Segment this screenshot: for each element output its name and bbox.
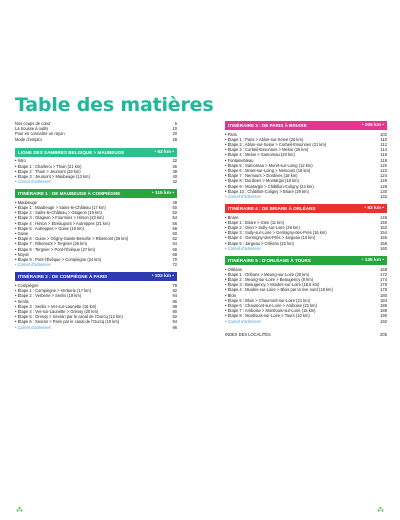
toc-entry-page: 174 <box>380 276 387 282</box>
toc-entry-page: 84 <box>172 293 177 299</box>
page-title: Table des matières <box>15 94 214 116</box>
right-sections <box>225 121 387 324</box>
corner-ornament-right-icon: ⁂ <box>377 507 384 514</box>
toc-entry-label: • Carnet d’adresses <box>15 324 51 330</box>
toc-entry-page: 60 <box>172 231 177 237</box>
toc-entry-page: 52 <box>172 210 177 216</box>
toc-entry-page: 94 <box>172 319 177 325</box>
section-heading: ITINÉRAIRE 1 : DE MAUBEUGE À COMPIÈGNE <box>18 191 121 197</box>
section-heading-band[interactable] <box>225 204 387 213</box>
section-heading-band[interactable] <box>225 121 387 130</box>
corner-ornament-left-icon: ⁂ <box>16 507 23 514</box>
toc-entry-page: 102 <box>380 131 387 137</box>
toc-entry-label: • Carnet d’adresses <box>225 193 261 199</box>
toc-entry-page: 154 <box>380 230 387 236</box>
section-heading: ITINÉRAIRE 4 : DE BRIARE À ORLÉANS <box>228 206 316 212</box>
toc-entry-page: 114 <box>380 147 387 153</box>
toc-entry-label: • Noyon <box>15 251 30 257</box>
toc-entry-label: • Étape 8 : Tergnier > Pont-l’Évêque (27 km) <box>15 246 95 252</box>
toc-entry-carnet[interactable] <box>15 325 177 330</box>
toc-entry-page: 66 <box>172 246 177 252</box>
section-distance: • 93 km • <box>364 206 384 212</box>
toc-entry-page: 168 <box>380 266 387 272</box>
toc-entry-page: 172 <box>380 271 387 277</box>
toc-entry-page: 132 <box>380 193 387 199</box>
toc-entry-label: • Étape 5 : Autreppes > Guise (19 km) <box>15 225 84 231</box>
toc-entry-label: • Blois <box>225 292 237 298</box>
section-heading: ITINÉRAIRE 5 : D’ORLÉANS À TOURS <box>228 257 311 263</box>
toc-entry-page: 28 <box>172 136 177 142</box>
toc-entry-page: 116 <box>380 152 387 158</box>
toc-entry-label: • Étape 3 : Sully-sur-Loire > Germigny-des-Prés (16 km) <box>225 230 327 236</box>
toc-entry-label: • Étape 1 : Briare > Gien (11 km) <box>225 219 285 225</box>
toc-entry-carnet[interactable] <box>225 246 387 251</box>
toc-entry-page: 176 <box>380 282 387 288</box>
section-heading: ITINÉRAIRE 2 : DE COMPIÈGNE À PARIS <box>18 274 108 280</box>
toc-entry-page: 128 <box>380 183 387 189</box>
toc-entry-label: • Étape 1 : Compiègne > Verberie (17 km) <box>15 288 91 294</box>
toc-entry-label: • Carnet d’adresses <box>225 318 261 324</box>
toc-entry-label: • Étape 3 : Jeumont > Maubeuge (13 km) <box>15 173 90 179</box>
section-distance: • 103 km • <box>151 274 174 280</box>
toc-entry-label: • Briare <box>225 214 239 220</box>
toc-entry-label: • Guise <box>15 231 29 237</box>
toc-entry-page: 180 <box>380 292 387 298</box>
toc-entry-page: 54 <box>172 215 177 221</box>
toc-entry-carnet[interactable] <box>15 262 177 267</box>
toc-entry-label: • Senlis <box>15 298 29 304</box>
toc-section <box>15 272 177 329</box>
toc-entry-label: • Étape 1 : Charleroi > Thuin (21 km) <box>15 163 82 169</box>
toc-section <box>225 121 387 199</box>
toc-entry-page: 72 <box>172 262 177 268</box>
section-heading-band[interactable] <box>15 189 177 198</box>
toc-entry-page: 152 <box>380 225 387 231</box>
toc-entry-label: • Étape 7 : Nemours > Dordives (18 km) <box>225 173 298 179</box>
toc-entry-page: 64 <box>172 241 177 247</box>
toc-entry-label: • Compiègne <box>15 282 39 288</box>
index-label: INDEX DES LOCALITÉS <box>225 331 271 337</box>
left-column <box>15 121 177 335</box>
section-heading-band[interactable] <box>15 148 177 157</box>
toc-entry-page: 48 <box>172 199 177 205</box>
intro-list <box>15 121 177 142</box>
toc-entry-label: • Étape 5 : Samoreau > Moret-sur-Loing (12 km) <box>225 162 313 168</box>
toc-entry-page: 124 <box>380 173 387 179</box>
toc-entry-page: 146 <box>380 214 387 220</box>
toc-entry-carnet[interactable] <box>225 194 387 199</box>
toc-entry-label: • Étape 3 : Corbeil-Essonnes > Melun (26 km) <box>225 147 309 153</box>
section-distance: • 115 km • <box>151 191 174 197</box>
toc-entry-label: • Carnet d’adresses <box>15 179 51 185</box>
toc-entry-page: 122 <box>380 167 387 173</box>
toc-entry-label: • Étape 2 : Sains-le-Château > Glageon (19 km) <box>15 210 102 216</box>
toc-entry-label: • Étape 4 : Germigny-des-Prés > Jargeau (10 km) <box>225 235 316 241</box>
toc-section <box>15 148 177 185</box>
toc-entry-page: 5 <box>174 121 177 126</box>
toc-entry-page: 70 <box>172 257 177 263</box>
right-column <box>225 121 387 337</box>
toc-entry-page: 50 <box>172 205 177 211</box>
toc-section <box>225 256 387 324</box>
toc-entry-label: • Étape 6 : Chaumont-sur-Loire > Amboise (22 km) <box>225 302 317 308</box>
toc-entry-page: 62 <box>172 236 177 242</box>
toc-entry-label: • Étape 3 : Senlis > Ver-sur-Launette (16 km) <box>15 303 97 309</box>
toc-entry-page: 120 <box>380 162 387 168</box>
toc-entry-page: 58 <box>172 225 177 231</box>
toc-entry-page: 42 <box>172 179 177 185</box>
toc-entry-label: • Étape 1 : Maubeuge > Sains-le-Château (17 km) <box>15 205 106 211</box>
toc-entry-label: • Étape 8 : Montlouis-sur-Loire > Tours (10 km) <box>225 313 310 319</box>
toc-entry-label: • Étape 1 : Paris > Ablon-sur-Seine (20 km) <box>225 136 304 142</box>
toc-entry-label: • Intro <box>15 158 26 164</box>
toc-entry-label: • Étape 2 : Ablon-sur-Seine > Corbeil-Essonnes (21 km) <box>225 141 327 147</box>
toc-entry-page: 150 <box>380 219 387 225</box>
toc-entry-label: • Étape 9 : Pont-l’Évêque > Compiègne (24 km) <box>15 257 102 263</box>
toc-entry-page: 186 <box>380 302 387 308</box>
toc-entry-label: • Étape 5 : Jargeau > Orléans (22 km) <box>225 240 294 246</box>
toc-entry-label: • Étape 3 : Glageon > Fourmies > Hirson (22 km) <box>15 215 104 221</box>
toc-entry-label: • Étape 4 : Melun > Samoreau (20 km) <box>225 152 295 158</box>
toc-entry-page: 118 <box>380 157 387 163</box>
toc-entry-label: • Étape 1 : Orléans > Meung-sur-Loire (20 km) <box>225 271 310 277</box>
toc-entry-page: 88 <box>172 303 177 309</box>
section-heading: LIGNE DES SAMBRES BELGIQUE > MAUBEUGE <box>18 149 125 155</box>
toc-entry-label: • Étape 8 : Dordives > Montargis (18 km) <box>225 178 299 184</box>
toc-entry-label: • Étape 2 : Thuin > Jeumont (19 km) <box>15 168 81 174</box>
toc-entry-label: • Étape 2 : Gien > Sully-sur-Loire (29 km) <box>225 225 300 231</box>
toc-entry-page: 160 <box>380 245 387 251</box>
toc-entry-label: • Carnet d’adresses <box>225 245 261 251</box>
toc-entry-page: 40 <box>172 173 177 179</box>
toc-entry-label: Nos coups de cœur <box>15 121 51 126</box>
toc-entry-page: 36 <box>172 163 177 169</box>
section-heading-band[interactable] <box>15 272 177 281</box>
section-heading-band[interactable] <box>225 256 387 265</box>
toc-entry-page: 130 <box>380 188 387 194</box>
toc-entry-label: • Orléans <box>225 266 242 272</box>
toc-entry-page: 92 <box>172 314 177 320</box>
toc-entry-label: • Fontainebleau <box>225 157 254 163</box>
toc-entry-page: 188 <box>380 308 387 314</box>
toc-entry-label: • Étape 5 : Blois > Chaumont-sur-Loire (21 km) <box>225 297 311 303</box>
toc-entry-page: 192 <box>380 318 387 324</box>
left-sections <box>15 148 177 330</box>
toc-entry-label: • Étape 2 : Meung-sur-Loire > Beaugency (8 km) <box>225 276 314 282</box>
toc-entry-label: • Étape 9 : Montargis > Châtillon-Coligny (24 km) <box>225 183 314 189</box>
toc-entry-page: 68 <box>172 251 177 257</box>
index-page: 205 <box>380 331 387 337</box>
toc-entry-page: 112 <box>380 141 387 147</box>
toc-entry-label: • Paris <box>225 131 237 137</box>
toc-entry-label: • Étape 4 : Hirson > Étréaupont > Autreppes (21 km) <box>15 220 110 226</box>
toc-entry-carnet[interactable] <box>225 319 387 324</box>
toc-entry-page: 178 <box>380 287 387 293</box>
toc-entry-label: • Maubeuge <box>15 199 37 205</box>
section-distance: • 135 km • <box>361 257 384 263</box>
toc-entry-page: 190 <box>380 313 387 319</box>
toc-entry-label: • Étape 3 : Beaugency > Muides-sur-Loire (18,5 km) <box>225 282 320 288</box>
toc-entry-page: 38 <box>172 168 177 174</box>
toc-entry-label: Mode d’emploi <box>15 136 42 142</box>
toc-entry-label: • Étape 4 : Muides-sur-Loire > Blois par la rive nord (18 km) <box>225 287 333 293</box>
toc-entry-label: • Carnet d’adresses <box>15 262 51 268</box>
toc-entry-label: • Étape 6 : Sevran > Paris par le canal de l’Ourcq (19 km) <box>15 319 120 325</box>
index-entry[interactable] <box>225 332 387 337</box>
toc-entry-page: 184 <box>380 297 387 303</box>
toc-entry-page: 96 <box>172 324 177 330</box>
toc-entry-label: Pour en connaître un rayon <box>15 131 65 137</box>
toc-entry-label: • Étape 6 : Moret-sur-Loing > Nemours (18 km) <box>225 167 311 173</box>
toc-entry-label: • Étape 7 : Amboise > Montlouis-sur-Loire (15 km) <box>225 308 316 314</box>
toc-entry-label: • Étape 5 : Gressy > Sevran par le canal de l’Ourcq (12 km) <box>15 314 123 320</box>
toc-entry-page: 158 <box>380 240 387 246</box>
toc-entry-page: 90 <box>172 308 177 314</box>
toc-entry-page: 32 <box>172 158 177 164</box>
toc-entry-page: 86 <box>172 298 177 304</box>
toc-entry-page: 82 <box>172 288 177 294</box>
toc-entry-page: 56 <box>172 220 177 226</box>
section-heading: ITINÉRAIRE 3 : DE PARIS À BRIARE <box>228 122 307 128</box>
toc-entry-page: 126 <box>380 178 387 184</box>
section-distance: • 206 km • <box>361 122 384 128</box>
toc-section <box>225 204 387 251</box>
toc-entry-label: • Étape 2 : Verberie > Senlis (19 km) <box>15 293 82 299</box>
toc-entry[interactable] <box>15 137 177 142</box>
toc-entry-label: La trousse à outils <box>15 126 49 132</box>
toc-entry-page: 156 <box>380 235 387 241</box>
toc-entry-label: • Étape 10 : Châtillon-Coligny > Briare (29 km) <box>225 188 309 194</box>
toc-entry-page: 20 <box>172 131 177 137</box>
toc-entry-page: 110 <box>380 136 387 142</box>
toc-section <box>15 189 177 267</box>
toc-entry-label: • Étape 6 : Guise > Origny-Sainte-Benoîte > Ribemont (26 km) <box>15 236 129 242</box>
toc-entry-label: • Étape 7 : Ribemont > Tergnier (26 km) <box>15 241 88 247</box>
section-distance: • 63 km • <box>154 149 174 155</box>
toc-entry-page: 78 <box>172 282 177 288</box>
toc-entry-carnet[interactable] <box>15 179 177 184</box>
toc-entry-page: 10 <box>172 126 177 132</box>
toc-entry-label: • Étape 4 : Ver-sur-Launette > Gressy (20 km) <box>15 308 99 314</box>
